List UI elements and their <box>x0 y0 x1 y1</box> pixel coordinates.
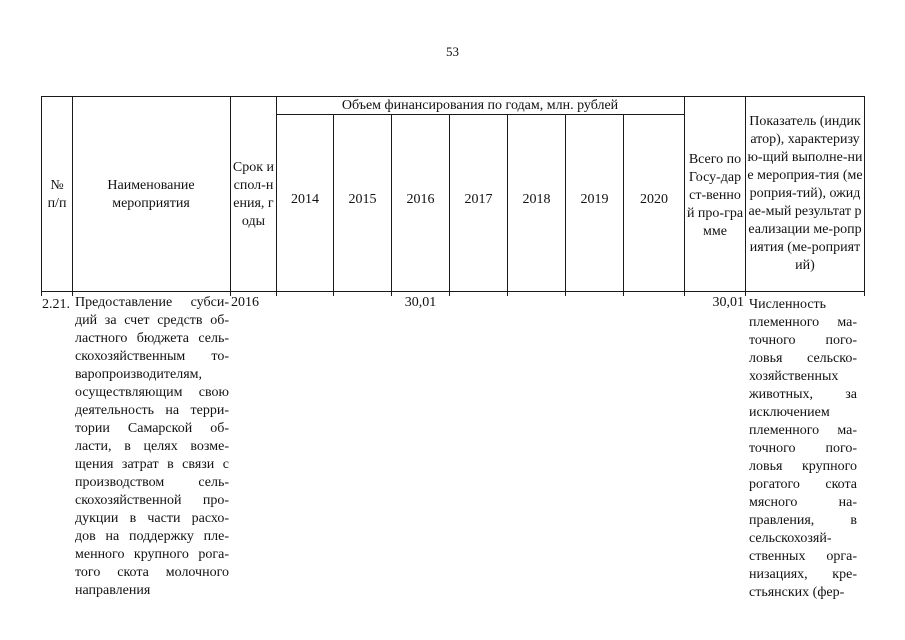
row-name-line: скохозяйственным то- <box>75 349 229 364</box>
row-indicator-line: хозяйственных <box>749 369 839 384</box>
row-number: 2.21. <box>42 297 70 312</box>
row-name <box>75 294 229 600</box>
row-indicator-line: правления, в <box>749 513 857 528</box>
row-name-line: дукции в части расхо- <box>75 511 229 526</box>
row-term: 2016 <box>231 295 259 310</box>
header-number: № п/п <box>47 178 67 211</box>
row-indicator-line: ственных орга- <box>749 549 857 564</box>
col-divider-number <box>72 96 73 296</box>
row-name-line: дий за счет средств об- <box>75 313 229 328</box>
header-financing-group: Объем финансирования по годам, млн. рублей <box>341 97 619 113</box>
col-divider-total <box>745 96 746 296</box>
row-indicator-line: точного пого- <box>749 333 857 348</box>
header-term: Срок испол-нения, годы <box>232 160 275 229</box>
header-total: Всего по Госу-дарст-венной про-грамме <box>686 152 744 239</box>
row-name-line: ласти, в целях возме- <box>75 439 229 454</box>
row-indicator <box>749 296 857 602</box>
row-name-line: менного крупного рога- <box>75 547 229 562</box>
row-name-line: ластного бюджета сель- <box>75 331 229 346</box>
row-indicator-line: сельскохозяй- <box>749 531 832 546</box>
header-year-2016: 2016 <box>406 192 435 207</box>
row-indicator-line: животных, за <box>749 387 857 402</box>
row-indicator-line: рогатого скота <box>749 477 857 492</box>
header-bottom-border <box>41 291 864 292</box>
header-name: Наименование мероприятия <box>107 178 195 211</box>
row-indicator-line: стьянских (фер- <box>749 585 845 600</box>
row-value-2016: 30,01 <box>404 295 437 310</box>
row-name-line: щения затрат в связи с <box>75 457 229 472</box>
col-divider-name <box>230 96 231 296</box>
page-number: 53 <box>446 44 459 59</box>
row-name-line: осуществляющим свою <box>75 385 229 400</box>
row-indicator-line: ловья сельско- <box>749 351 857 366</box>
row-indicator-line: племенного ма- <box>749 315 857 330</box>
row-name-line: того скота молочного <box>75 565 229 580</box>
row-indicator-line: Численность <box>749 297 827 312</box>
row-indicator-line: точного пого- <box>749 441 857 456</box>
row-name-line: скохозяйственной про- <box>75 493 229 508</box>
header-indicator: Показатель (индикатор), характеризую-щий выполне-ние мероприя-тия (мероприя-тий), ожидае-мый результат реализации ме-роприятия (ме-роприятий) <box>747 113 863 273</box>
row-name-line: варопроизводителям, <box>75 367 202 382</box>
table-right-border <box>864 96 865 296</box>
row-name-line: дов на поддержку пле- <box>75 529 229 544</box>
header-year-2019: 2019 <box>580 192 609 207</box>
header-year-2014: 2014 <box>291 192 319 207</box>
row-name-line: направления <box>75 583 151 598</box>
header-year-2020: 2020 <box>640 192 668 207</box>
row-indicator-line: низациях, кре- <box>749 567 857 582</box>
row-name-line: Предоставление субси- <box>75 295 229 310</box>
header-year-2017: 2017 <box>464 192 493 207</box>
col-divider-financing <box>684 96 685 296</box>
row-indicator-line: ловья крупного <box>749 459 857 474</box>
header-year-2015: 2015 <box>348 192 377 207</box>
row-indicator-line: мясного на- <box>749 495 857 510</box>
row-total: 30,01 <box>712 295 744 310</box>
header-year-2018: 2018 <box>522 192 551 207</box>
row-name-line: тории Самарской об- <box>75 421 229 436</box>
row-name-line: деятельность на терри- <box>75 403 229 418</box>
row-name-line: производством сель- <box>75 475 229 490</box>
row-indicator-line: племенного ма- <box>749 423 857 438</box>
row-indicator-line: исключением <box>749 405 830 420</box>
table-left-border <box>41 96 42 296</box>
